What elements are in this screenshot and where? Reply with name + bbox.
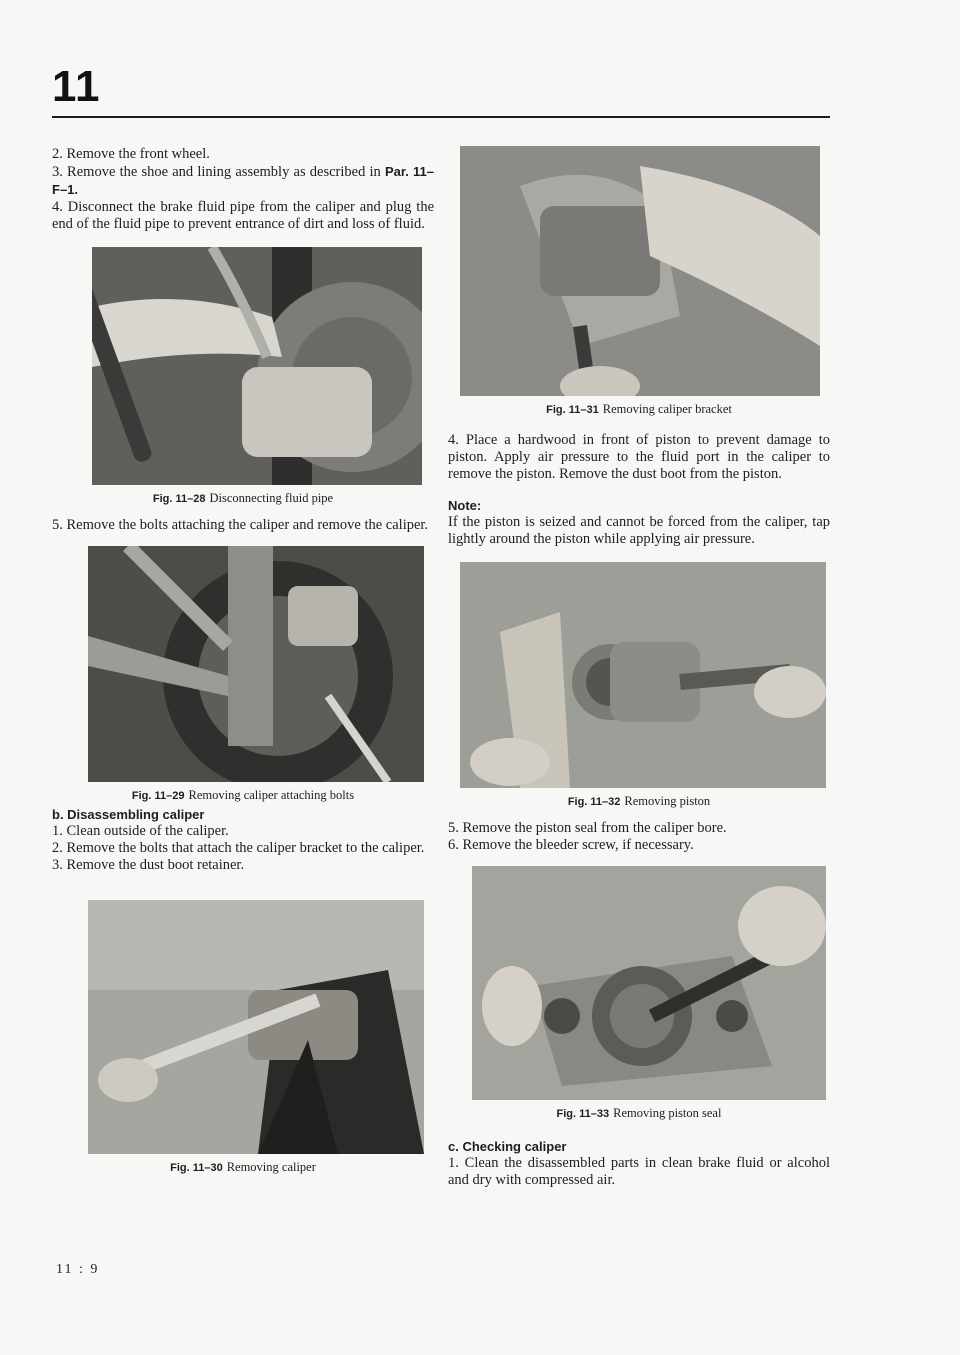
fig-11-31-number: Fig. 11–31 bbox=[546, 404, 599, 416]
fig-11-28-photo bbox=[92, 247, 422, 485]
step-2: 2. Remove the front wheel. bbox=[52, 146, 210, 162]
fig-11-30-photo bbox=[88, 900, 424, 1154]
fig-11-33-number: Fig. 11–33 bbox=[556, 1108, 610, 1120]
chapter-number: 11 bbox=[52, 62, 101, 111]
fig-11-29-number: Fig. 11–29 bbox=[131, 790, 185, 802]
fig-11-32-photo bbox=[460, 562, 826, 788]
check-step-1: 1. Clean the disassembled parts in clean brake fluid or alcohol and dry with compressed air. bbox=[448, 1155, 830, 1188]
fig-11-28-text: Disconnecting fluid pipe bbox=[209, 491, 334, 505]
disassemble-step-2: 2. Remove the bolts that attach the caliper bracket to the caliper. bbox=[52, 840, 425, 856]
fig-11-29-text: Removing caliper attaching bolts bbox=[188, 788, 355, 802]
step-3-reference: Par. 11–F–1. bbox=[52, 164, 434, 197]
note-heading: Note: bbox=[448, 498, 482, 513]
step-4: 4. Disconnect the brake fluid pipe from the caliper and plug the end of the fluid pipe to prevent entrance of dirt and loss of fluid. bbox=[52, 199, 434, 232]
fig-11-28-number: Fig. 11–28 bbox=[152, 493, 206, 505]
fig-11-31-text: Removing caliper bracket bbox=[602, 402, 732, 416]
fig-11-33-photo bbox=[472, 866, 826, 1100]
fig-11-29-photo bbox=[88, 546, 424, 782]
fig-11-32-number: Fig. 11–32 bbox=[567, 796, 621, 808]
fig-11-30-text: Removing caliper bbox=[226, 1160, 316, 1174]
note-text: If the piston is seized and cannot be forced from the caliper, tap lightly around the piston while applying air pressure. bbox=[448, 514, 830, 547]
disassemble-step-6: 6. Remove the bleeder screw, if necessary. bbox=[448, 837, 694, 853]
page-number: 11 : 9 bbox=[56, 1262, 100, 1277]
disassemble-step-1: 1. Clean outside of the caliper. bbox=[52, 823, 229, 839]
header-rule bbox=[52, 116, 830, 118]
step-5: 5. Remove the bolts attaching the caliper and remove the caliper. bbox=[52, 517, 429, 533]
left-column bbox=[52, 146, 434, 1176]
disassemble-step-3: 3. Remove the dust boot retainer. bbox=[52, 857, 245, 873]
disassemble-step-5: 5. Remove the piston seal from the caliper bore. bbox=[448, 820, 727, 836]
fig-11-33-text: Removing piston seal bbox=[613, 1106, 722, 1120]
fig-11-30-caption bbox=[52, 1160, 434, 1176]
fig-11-30-number: Fig. 11–30 bbox=[170, 1162, 223, 1174]
right-column bbox=[448, 146, 830, 1189]
fig-11-29-caption bbox=[52, 788, 434, 804]
fig-11-31-photo bbox=[460, 146, 820, 396]
fig-11-28-caption bbox=[52, 491, 434, 507]
fig-11-33-caption bbox=[448, 1106, 830, 1122]
fig-11-31-caption bbox=[448, 402, 830, 418]
checking-caliper-heading: c. Checking caliper bbox=[448, 1139, 567, 1154]
disassemble-step-4: 4. Place a hardwood in front of piston to prevent damage to piston. Apply air pressure to the fluid port in the caliper to remove the piston. Remove the dust boot from the piston. bbox=[448, 432, 830, 482]
fig-11-32-text: Removing piston bbox=[624, 794, 711, 808]
step-3 bbox=[52, 163, 434, 199]
step-3-text: 3. Remove the shoe and lining assembly as described in bbox=[52, 164, 381, 180]
fig-11-32-caption bbox=[448, 794, 830, 810]
disassembling-caliper-heading: b. Disassembling caliper bbox=[52, 807, 205, 822]
